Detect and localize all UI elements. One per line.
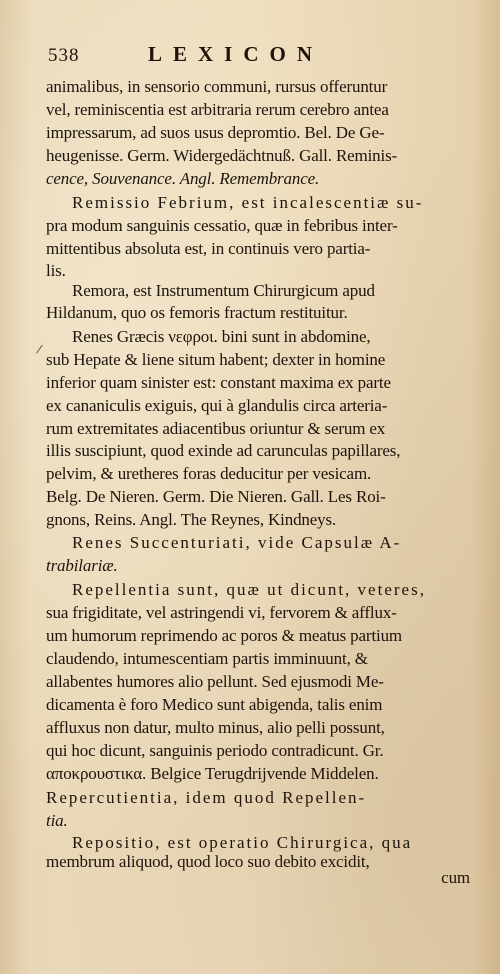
- text-line: animalibus, in sensorio communi, rursus offeruntur: [46, 77, 388, 96]
- page-number: 538: [48, 45, 80, 66]
- text-line: trabilariæ.: [46, 556, 118, 575]
- entry-repositio: Repositio, est operatio Chirurgica, qua: [72, 833, 413, 852]
- text-line: claudendo, intumescentiam partis imminuunt, &: [46, 649, 368, 668]
- running-title: LEXICON: [148, 42, 324, 66]
- entry-renes: Renes Græcis νεφροι. bini sunt in abdomine,: [72, 327, 371, 346]
- text-line: pra modum sanguinis cessatio, quæ in febribus inter-: [46, 216, 398, 235]
- text-line: mittentibus absoluta est, in continuis vero partia-: [46, 239, 371, 258]
- text-line: gnons, Reins. Angl. The Reynes, Kindneys.: [46, 510, 337, 529]
- text-line: allabentes humores alio pellunt. Sed ejusmodi Me-: [46, 672, 384, 691]
- text-line: Hildanum, quo os femoris fractum restituitur.: [46, 303, 348, 322]
- text-line: Belg. De Nieren. Germ. Die Nieren. Gall. Les Roi-: [46, 487, 386, 506]
- text-line: illis suscipiunt, quod exinde ad carunculas papillares,: [46, 441, 401, 460]
- text-line: membrum aliquod, quod loco suo debito excidit,: [46, 852, 370, 871]
- text-line: vel, reminiscentia est arbitraria rerum cerebro antea: [46, 100, 389, 119]
- text-line: αποκρουστικα. Belgice Terugdrijvende Middelen.: [46, 764, 379, 783]
- catchword: cum: [441, 868, 470, 887]
- text-line: rum extremitates adiacentibus oriuntur & serum ex: [46, 419, 386, 438]
- text-line: affluxus non datur, multo minus, alio pelli possunt,: [46, 718, 385, 737]
- entry-repercutientia: Repercutientia, idem quod Repellen-: [46, 788, 367, 807]
- text-line: cence, Souvenance. Angl. Remembrance.: [46, 169, 320, 188]
- text-line: um humorum reprimendo ac poros & meatus partium: [46, 626, 403, 645]
- entry-remora: Remora, est Instrumentum Chirurgicum apud: [72, 281, 375, 300]
- entry-remissio: Remissio Febrium, est incalescentiæ su-: [72, 193, 424, 212]
- text-line: ex cananiculis exiguis, qui à glandulis circa arteria-: [46, 396, 388, 415]
- text-line: sua frigiditate, vel astringendi vi, fervorem & afflux-: [46, 603, 397, 622]
- text-line: pelvim, & uretheres foras deducitur per vesicam.: [46, 464, 372, 483]
- text-line: sub Hepate & liene situm habent; dexter in homine: [46, 350, 386, 369]
- text-line: inferior quam sinister est: constant maxima ex parte: [46, 373, 391, 392]
- text-line: impressarum, ad suos usus depromtio. Bel. De Ge-: [46, 123, 385, 142]
- text-line: qui hoc dicunt, sanguinis periodo contradicunt. Gr.: [46, 741, 384, 760]
- text-line: dicamenta è foro Medico sunt abigenda, talis enim: [46, 695, 383, 714]
- text-line: lis.: [46, 261, 66, 280]
- entry-renes-succenturiati: Renes Succenturiati, vide Capsulæ A-: [72, 533, 402, 552]
- text-line: heugenisse. Germ. Widergedächtnuß. Gall. Reminis-: [46, 146, 398, 165]
- entry-repellentia: Repellentia sunt, quæ ut dicunt, veteres,: [72, 580, 426, 599]
- text-line: tia.: [46, 811, 68, 830]
